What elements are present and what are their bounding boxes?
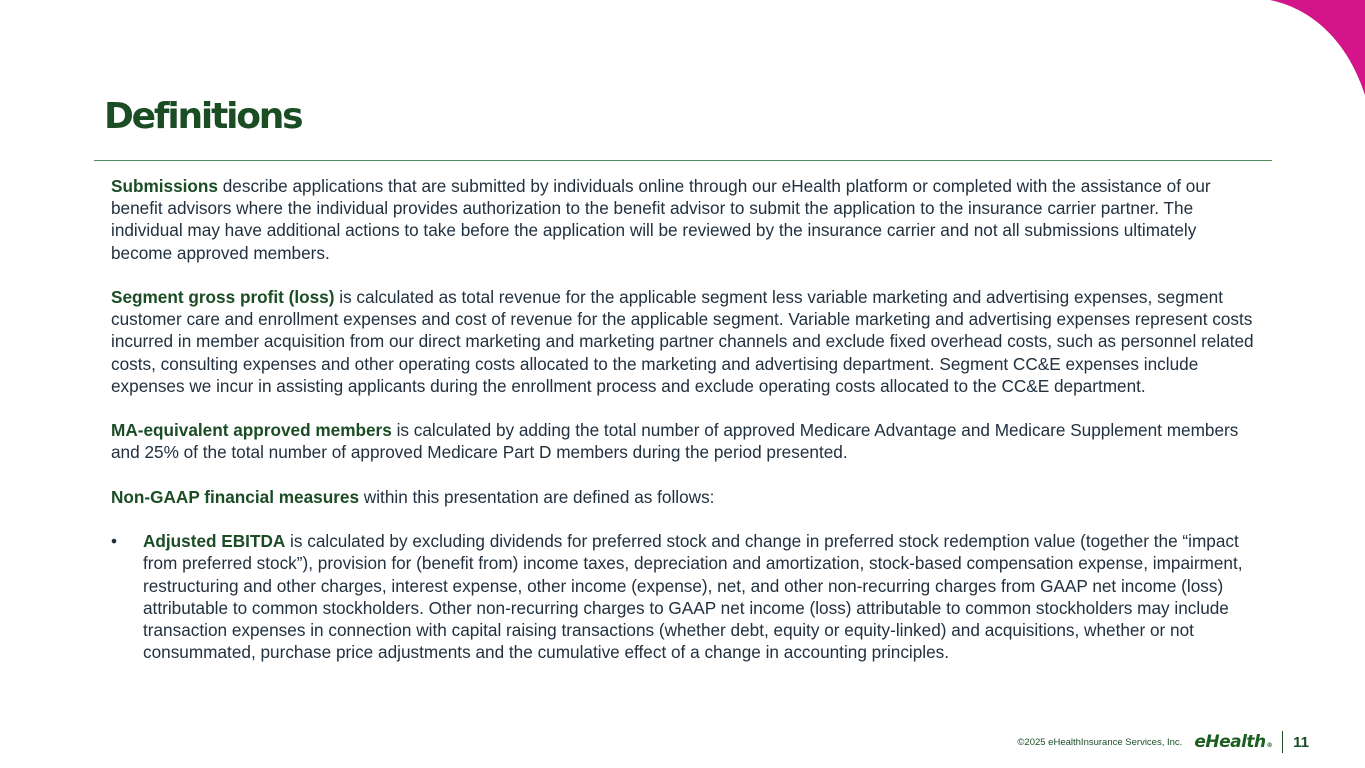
term-ma-equivalent: MA-equivalent approved members <box>111 420 392 441</box>
text-non-gaap: within this presentation are defined as follows: <box>359 486 715 507</box>
definition-submissions <box>111 175 1261 264</box>
corner-accent-shape <box>1270 0 1365 95</box>
ehealth-logo <box>1194 732 1272 752</box>
page-number: 11 <box>1293 733 1309 751</box>
registered-mark: ® <box>1266 742 1273 749</box>
bullet-marker: • <box>111 531 118 552</box>
definition-non-gaap <box>111 486 1261 508</box>
definition-adjusted-ebitda <box>111 530 1261 663</box>
definition-ma-equivalent <box>111 419 1261 463</box>
text-submissions: describe applications that are submitted by individuals online through our eHealth platform or completed with the assistance of our benefit advisors where the individual provides authorization to the benefit advisor to submit the application to the insurance carrier partner. The individual may have additional actions to take before the application will be reviewed by the insurance carrier and not all submissions ultimately become approved members. <box>111 176 1211 263</box>
term-segment-gross-profit: Segment gross profit (loss) <box>111 287 335 307</box>
page-title: Definitions <box>104 96 302 137</box>
term-adjusted-ebitda: Adjusted EBITDA <box>143 531 286 552</box>
text-segment-gross-profit: is calculated as total revenue for the applicable segment less variable marketing and advertising expenses, segment customer care and enrollment expenses and cost of revenue for the applicable segment. Variable marketing and advertising expenses represent costs incurred in member acquisition from our direct marketing and marketing partner channels and exclude fixed overhead costs, such as personnel related costs, consulting expenses and other operating costs allocated to the marketing and advertising department. Segment CC&E expenses include expenses we incur in assisting applicants during the enrollment process and exclude operating costs allocated to the CC&E department. <box>111 287 1254 396</box>
footer-separator <box>1282 731 1283 753</box>
text-adjusted-ebitda: is calculated by excluding dividends for preferred stock and change in preferred stock redemption value (together the “impact from preferred stock”), provision for (benefit from) income taxes, depreciation and amortization, stock-based compensation expense, impairment, restructuring and other charges, interest expense, other income (expense), net, and other non-recurring charges from GAAP net income (loss) attributable to common stockholders. Other non-recurring charges to GAAP net income (loss) attributable to common stockholders may include transaction expenses in connection with capital raising transactions (whether debt, equity or equity-linked) and acquisitions, whether or not consummated, purchase price adjustments and the cumulative effect of a change in accounting principles. <box>143 531 1243 663</box>
title-divider <box>94 160 1272 161</box>
text-ma-equivalent: is calculated by adding the total number of approved Medicare Advantage and Medicare Supplement members and 25% of the total number of approved Medicare Part D members during the period presented. <box>111 420 1239 463</box>
term-non-gaap: Non-GAAP financial measures <box>111 486 360 507</box>
logo-text: eHealth <box>1194 732 1266 752</box>
definition-segment-gross-profit <box>111 286 1261 397</box>
footer <box>1017 730 1309 754</box>
definitions-body <box>111 175 1261 686</box>
term-submissions: Submissions <box>111 176 218 196</box>
copyright-notice: ©2025 eHealthInsurance Services, Inc. <box>1017 736 1183 748</box>
